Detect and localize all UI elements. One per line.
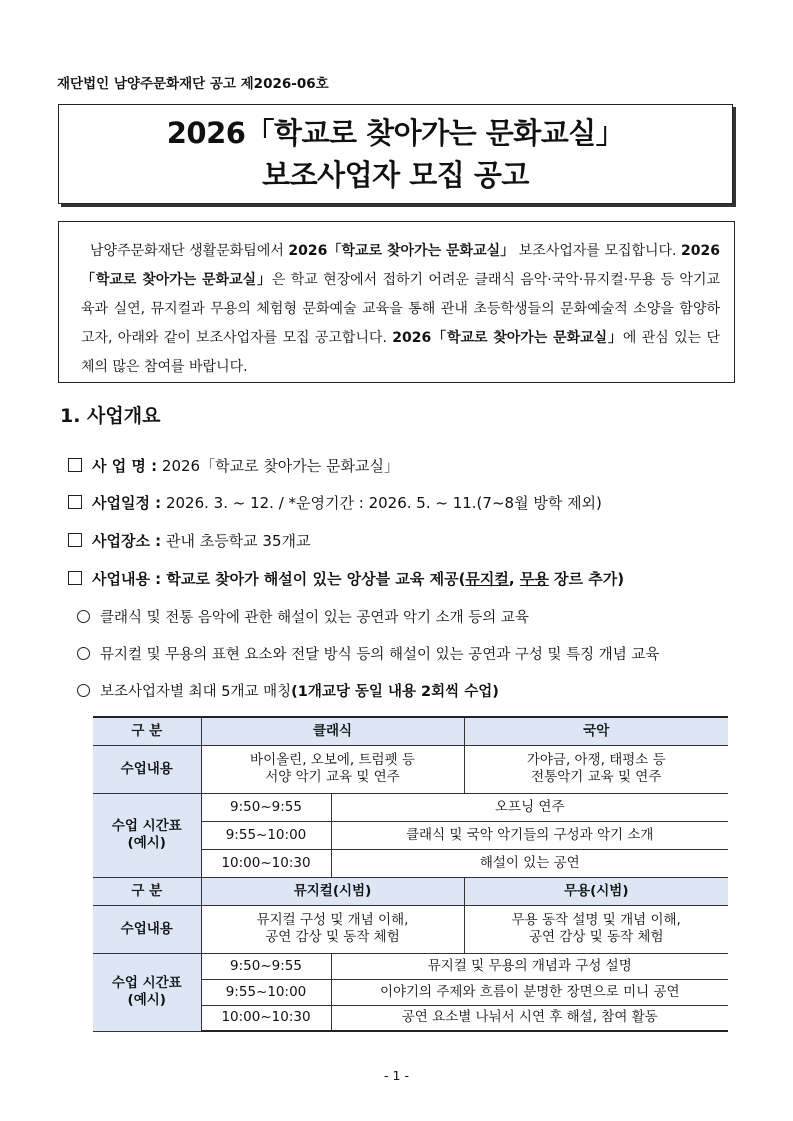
overview-item-name — [68, 455, 399, 476]
content-line: 뮤지컬 구성 및 개념 이해, — [256, 912, 409, 928]
content-label: 수업내용 — [93, 905, 201, 953]
table-row — [93, 905, 728, 953]
schedule-time: 9:50~9:55 — [201, 953, 331, 979]
circle-bullet-icon — [77, 647, 90, 660]
schedule-label-line: (예시) — [127, 835, 166, 851]
content-line: 바이올린, 오보에, 트럼펫 등 — [250, 752, 415, 768]
content-line: 전통악기 교육 및 연주 — [531, 769, 662, 785]
table-row — [93, 717, 728, 745]
schedule-desc: 해설이 있는 공연 — [331, 849, 728, 877]
content-label: 수업내용 — [93, 745, 201, 793]
title-box — [58, 104, 733, 204]
header-gubun: 구 분 — [93, 877, 201, 905]
item-label: 사업장소 : — [92, 532, 162, 550]
schedule-label-line: 수업 시간표 — [111, 975, 182, 991]
table-row — [93, 793, 728, 821]
intro-text: 보조사업자를 모집합니다. — [514, 243, 682, 259]
item-label: 사업내용 : — [92, 570, 162, 588]
content-musical — [201, 905, 464, 953]
checkbox-square-icon — [68, 495, 82, 509]
item-label: 사 업 명 : — [92, 457, 158, 475]
content-gugak — [464, 745, 728, 793]
schedule-desc: 뮤지컬 및 무용의 개념과 구성 설명 — [331, 953, 728, 979]
header-musical: 뮤지컬(시범) — [201, 877, 464, 905]
table-row — [93, 745, 728, 793]
content-line: 서양 악기 교육 및 연주 — [265, 769, 400, 785]
intro-text: 남양주문화재단 생활문화팀에서 — [90, 243, 289, 259]
genre-dance: 무용 — [519, 570, 549, 588]
checkbox-square-icon — [68, 458, 82, 472]
content-line: 가야금, 아쟁, 태평소 등 — [526, 752, 666, 768]
content-subitem — [77, 643, 659, 664]
intro-box — [58, 221, 735, 383]
circle-bullet-icon — [77, 684, 90, 697]
schedule-label — [93, 953, 201, 1031]
content-line: 공연 감상 및 동작 체험 — [265, 929, 400, 945]
header-gubun: 구 분 — [93, 717, 201, 745]
title-line-1: 2026「학교로 찾아가는 문화교실」 — [166, 116, 625, 150]
genre-musical: 뮤지컬 — [465, 570, 509, 588]
table-row — [93, 877, 728, 905]
schedule-desc: 오프닝 연주 — [331, 793, 728, 821]
circle-bullet-icon — [77, 610, 90, 623]
item-label: 사업일정 : — [92, 494, 162, 512]
overview-item-content — [68, 568, 624, 589]
intro-text: 에 관심 있는 단체의 많은 참여를 바랍니다. — [81, 330, 720, 375]
schedule-time: 9:55~10:00 — [201, 979, 331, 1005]
schedule-desc: 클래식 및 국악 악기들의 구성과 악기 소개 — [331, 821, 728, 849]
section-title: 1. 사업개요 — [60, 405, 161, 427]
checkbox-square-icon — [68, 571, 82, 585]
schedule-label — [93, 793, 201, 877]
overview-item-location — [68, 530, 311, 551]
content-line: 공연 감상 및 동작 체험 — [528, 929, 664, 945]
intro-text: 은 학교 현장에서 접하기 어려운 클래식 음악·국악·뮤지컬·무용 등 악기교육과 실연, 뮤지컬과 무용의 체험형 문화예술 교육을 통해 관내 초등학생들의 문화예술적 소양을 함양하고자, 아래와 같이 보조사업자를 모집 공고합니다. — [81, 272, 720, 346]
intro-program-name: 2026「학교로 찾아가는 문화교실」 — [81, 243, 720, 288]
page-number: - 1 - — [384, 1068, 409, 1083]
schedule-time: 10:00~10:30 — [201, 849, 331, 877]
program-table — [93, 716, 728, 1032]
intro-program-name: 2026「학교로 찾아가는 문화교실」 — [392, 330, 623, 346]
header-dance: 무용(시범) — [464, 877, 728, 905]
item-value: 2026「학교로 찾아가는 문화교실」 — [157, 457, 400, 475]
subitem-text: 보조사업자별 최대 5개교 매칭 — [100, 684, 292, 700]
content-subitem — [77, 606, 529, 627]
subitem-text: 클래식 및 전통 음악에 관한 해설이 있는 공연과 악기 소개 등의 교육 — [100, 610, 529, 626]
schedule-time: 9:50~9:55 — [201, 793, 331, 821]
content-dance — [464, 905, 728, 953]
overview-item-schedule — [68, 492, 602, 513]
notice-number: 재단법인 남양주문화재단 공고 제2026-06호 — [57, 76, 329, 92]
subitem-text: 뮤지컬 및 무용의 표현 요소와 전달 방식 등의 해설이 있는 공연과 구성 및 특징 개념 교육 — [100, 647, 660, 663]
subitem-note: (1개교당 동일 내용 2회씩 수업) — [291, 684, 499, 700]
schedule-desc: 이야기의 주제와 흐름이 분명한 장면으로 미니 공연 — [331, 979, 728, 1005]
schedule-time: 10:00~10:30 — [201, 1005, 331, 1031]
item-value: 장르 추가) — [548, 570, 625, 588]
schedule-desc: 공연 요소별 나눠서 시연 후 해설, 참여 활동 — [331, 1005, 728, 1031]
content-line: 무용 동작 설명 및 개념 이해, — [511, 912, 681, 928]
header-gugak: 국악 — [464, 717, 728, 745]
item-value: , — [508, 570, 520, 588]
item-value: 2026. 3. ~ 12. / *운영기간 : 2026. 5. ~ 11.(7~8월 방학 제외) — [161, 494, 602, 512]
title-line-2: 보조사업자 모집 공고 — [262, 158, 529, 192]
content-subitem — [77, 680, 499, 701]
intro-program-name: 2026「학교로 찾아가는 문화교실」 — [288, 243, 515, 259]
header-classical: 클래식 — [201, 717, 464, 745]
item-value: 관내 초등학교 35개교 — [161, 532, 311, 550]
table-row — [93, 953, 728, 979]
content-classical — [201, 745, 464, 793]
item-value: 학교로 찾아가 해설이 있는 앙상블 교육 제공( — [161, 570, 466, 588]
checkbox-square-icon — [68, 533, 82, 547]
schedule-label-line: 수업 시간표 — [111, 818, 182, 834]
schedule-time: 9:55~10:00 — [201, 821, 331, 849]
schedule-label-line: (예시) — [127, 992, 166, 1008]
